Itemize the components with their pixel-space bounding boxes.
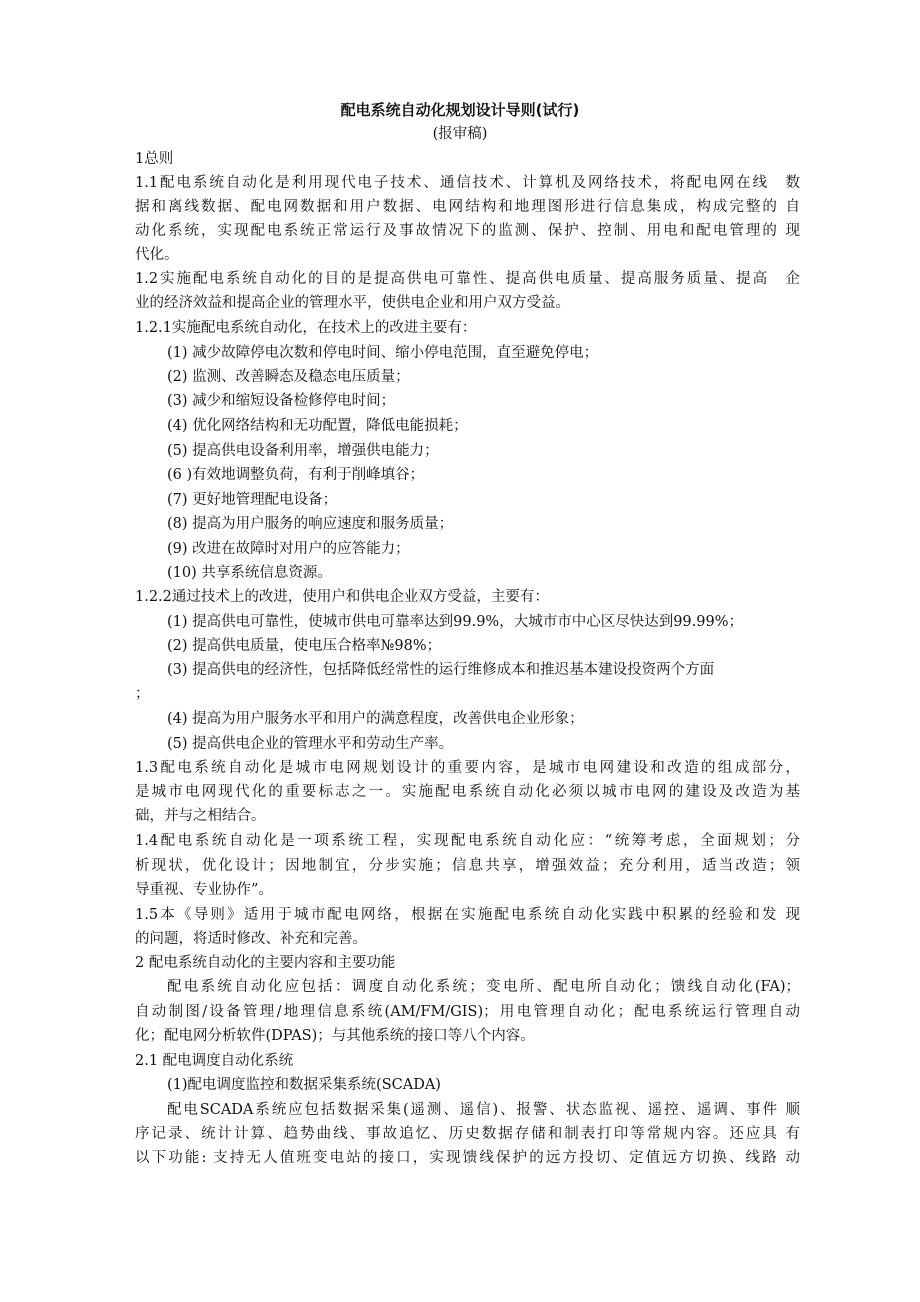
list-item: (2) 提高供电质量，使电压合格率№98%； — [167, 638, 442, 654]
section-heading: 2 配电系统自动化的主要内容和主要功能 — [135, 955, 396, 971]
paragraph-line: 序记录、统计计算、趋势曲线、事故追忆、历史数据存储和制表打印等常规内容。还应具 有 — [135, 1126, 800, 1142]
paragraph-line: 自动制图/设备管理/地理信息系统(AM/FM/GIS)；用电管理自动化；配电系统运行管理自动 — [135, 1004, 800, 1020]
paragraph-line: 1.3配电系统自动化是城市电网规划设计的重要内容，是城市电网建设和改造的组成部分， — [135, 760, 800, 776]
paragraph-line: 导重视、专业协作”。 — [135, 882, 273, 898]
paragraph-line: 化；配电网分析软件(DPAS)；与其他系统的接口等八个内容。 — [135, 1028, 535, 1044]
paragraph-line: 1.2实施配电系统自动化的目的是提高供电可靠性、提高供电质量、提高服务质量、提高 企 — [135, 271, 800, 287]
list-item: (5) 提高供电设备利用率，增强供电能力； — [167, 443, 439, 459]
list-item: (5) 提高供电企业的管理水平和劳动生产率。 — [167, 736, 454, 752]
list-item: (7) 更好地管理配电设备； — [167, 492, 338, 508]
paragraph-line: 是城市电网现代化的重要标志之一。实施配电系统自动化必须以城市电网的建设及改造为基 — [135, 784, 800, 800]
section-heading: 2.1 配电调度自动化系统 — [135, 1053, 294, 1069]
paragraph-line: 业的经济效益和提高企业的管理水平，使供电企业和用户双方受益。 — [135, 295, 570, 311]
paragraph-line: 以下功能: 支持无人值班变电站的接口，实现馈线保护的远方投切、定值远方切换、线路 动 — [135, 1150, 800, 1166]
paragraph-line: 析现状，优化设计；因地制宜，分步实施；信息共享，增强效益；充分利用，适当改造；领 — [135, 858, 800, 874]
paragraph-line: 配电系统自动化应包括：调度自动化系统；变电所、配电所自动化；馈线自动化(FA)； — [167, 979, 800, 995]
document-subtitle: (报审稿) — [432, 126, 488, 142]
paragraph-line: 1.5本《导则》适用于城市配电网络，根据在实施配电系统自动化实践中积累的经验和发 现 — [135, 907, 800, 923]
list-item: (1) 提高供电可靠性，使城市供电可靠率达到99.9%，大城市市中心区尽快达到99.99%； — [167, 614, 743, 630]
list-item: (1) 减少故障停电次数和停电时间、缩小停电范围，直至避免停电； — [167, 345, 599, 361]
list-item: (4) 优化网络结构和无功配置，降低电能损耗； — [167, 418, 468, 434]
list-item: (10) 共享系统信息资源。 — [167, 565, 332, 581]
paragraph-line: 的问题，将适时修改、补充和完善。 — [135, 931, 367, 947]
paragraph-line: 配电SCADA系统应包括数据采集(遥测、遥信)、报警、状态监视、遥控、遥调、事件 顺 — [167, 1102, 800, 1118]
list-item: (4) 提高为用户服务水平和用户的满意程度，改善供电企业形象； — [167, 711, 584, 727]
list-item: (3) 减少和缩短设备检修停电时间； — [167, 393, 396, 409]
document-title: 配电系统自动化规划设计导则(试行) — [340, 101, 580, 119]
paragraph-line: 1.2.2通过技术上的改进，使用户和供电企业双方受益，主要有： — [135, 589, 549, 605]
list-item: (3) 提高供电的经济性，包括降低经常性的运行维修成本和推迟基本建设投资两个方面 — [167, 662, 715, 678]
paragraph-line: 代化。 — [135, 247, 179, 263]
section-heading: 1总则 — [135, 151, 174, 167]
paragraph-line: 1.1配电系统自动化是利用现代电子技术、通信技术、计算机及网络技术，将配电网在线 数 — [135, 175, 800, 191]
paragraph-line: 据和离线数据、配电网数据和用户数据、电网结构和地理图形进行信息集成，构成完整的 自 — [135, 199, 800, 215]
paragraph-line: 础，并与之相结合。 — [135, 808, 266, 824]
list-item: (6 )有效地调整负荷，有利于削峰填谷； — [167, 467, 425, 483]
paragraph-line: 1.4配电系统自动化是一项系统工程，实现配电系统自动化应：“统筹考虑，全面规划；分 — [135, 833, 800, 849]
paragraph-line: 1.2.1实施配电系统自动化，在技术上的改进主要有： — [135, 320, 477, 336]
list-item: (8) 提高为用户服务的响应速度和服务质量； — [167, 516, 454, 532]
subsection-heading: (1)配电调度监控和数据采集系统(SCADA) — [167, 1077, 441, 1093]
paragraph-line: 动化系统，实现配电系统正常运行及事故情况下的监测、保护、控制、用电和配电管理的 现 — [135, 223, 800, 239]
paragraph-line: ； — [135, 686, 150, 702]
list-item: (2) 监测、改善瞬态及稳态电压质量； — [167, 369, 410, 385]
list-item: (9) 改进在故障时对用户的应答能力； — [167, 541, 410, 557]
